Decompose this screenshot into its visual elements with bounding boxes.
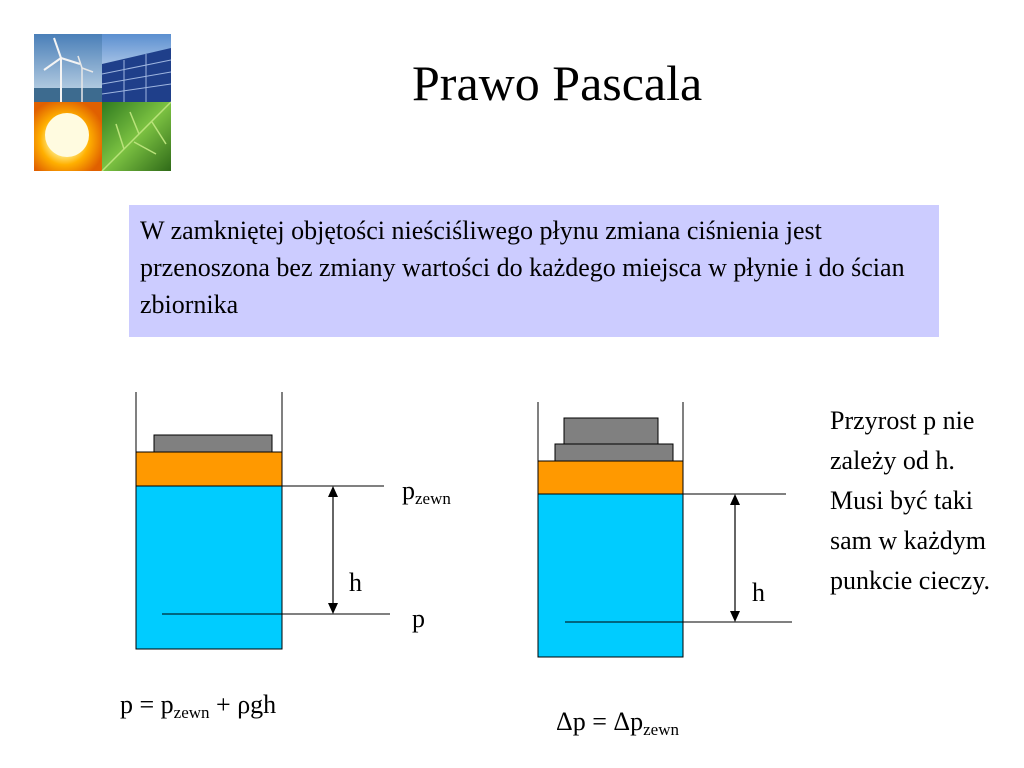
right-h-arrowhead-top <box>730 494 740 505</box>
right-h-label: h <box>752 578 765 607</box>
left-h-label: h <box>349 568 362 597</box>
left-formula: $p = p_{zewn} + \rho gh$ <box>120 690 277 722</box>
right-container <box>538 402 792 657</box>
p-zewn-label: $p_{zewn}$ <box>402 476 451 508</box>
side-note: Przyrost p nie zależy od h. Musi być taki sam w każdym punkcie cieczy. <box>830 406 990 595</box>
left-h-arrowhead-top <box>328 486 338 497</box>
right-formula: $\Delta p = \Delta p_{zewn}$ <box>556 707 679 739</box>
left-piston <box>136 452 282 486</box>
right-h-arrowhead-bottom <box>730 611 740 622</box>
right-weight-lower <box>555 444 673 461</box>
left-liquid <box>136 486 282 649</box>
right-weight-upper <box>564 418 658 444</box>
right-piston <box>538 461 683 494</box>
right-liquid <box>538 494 683 657</box>
definition-text: W zamkniętej objętości nieściśliwego płynu zmiana ciśnienia jest przenoszona bez zmiany wartości do każdego miejsca w płynie i do ścian zbiornika <box>140 216 905 319</box>
left-container <box>136 392 390 649</box>
p-label: p <box>412 604 425 633</box>
slide-title: Prawo Pascala <box>412 55 703 111</box>
left-weight <box>154 435 272 452</box>
left-h-arrowhead-bottom <box>328 603 338 614</box>
